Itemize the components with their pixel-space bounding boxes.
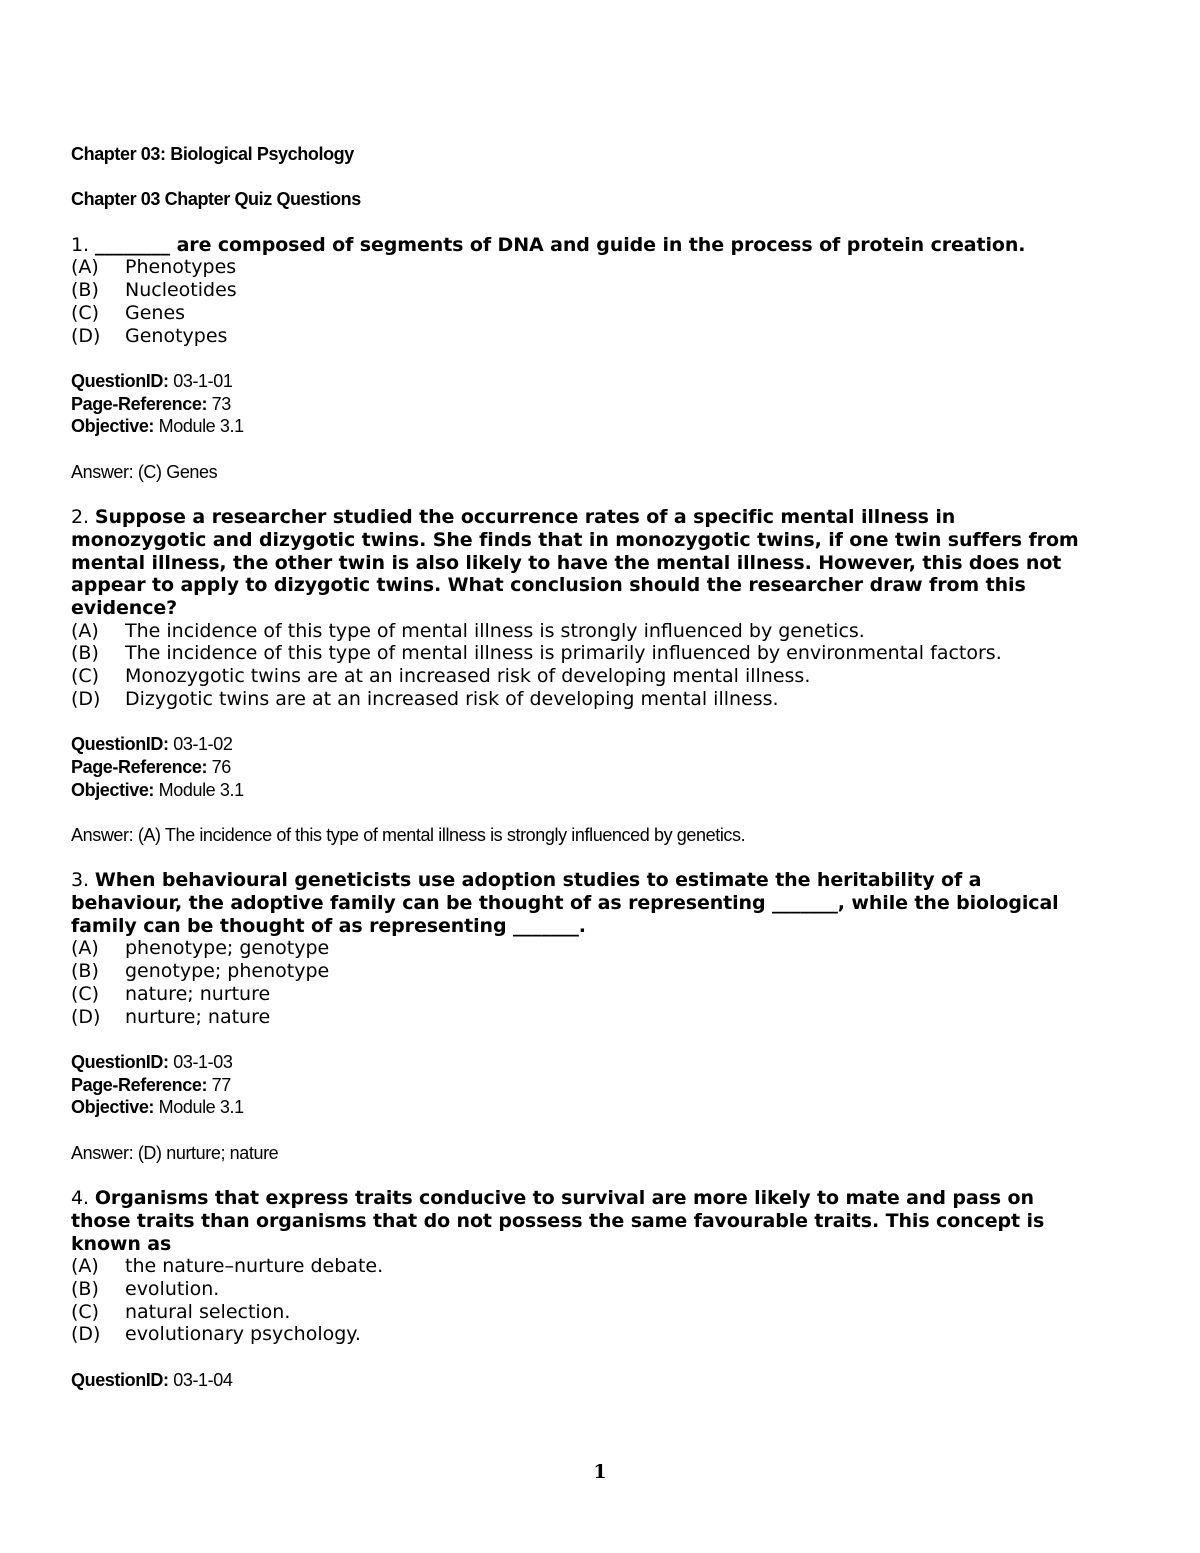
option-d: (D) Genotypes xyxy=(71,324,228,347)
option-a: (A) Phenotypes xyxy=(71,256,237,279)
question-number: 4. xyxy=(71,1187,95,1210)
option-b: (B) Nucleotides xyxy=(71,279,237,302)
option-d: (D) nurture; nature xyxy=(71,1005,271,1028)
option-d: (D) Dizygotic twins are at an increased risk of developing mental illness. xyxy=(71,687,779,710)
question-2 xyxy=(71,506,1131,869)
option-b: (B) genotype; phenotype xyxy=(71,960,330,983)
page-reference: Page-Reference: 76 xyxy=(71,756,231,777)
option-c: (C) natural selection. xyxy=(71,1300,291,1323)
answer: Answer: (A) The incidence of this type of mental illness is strongly influenced by genetics. xyxy=(71,824,746,845)
question-stem: 3. When behavioural geneticists use adoption studies to estimate the heritability of a behaviour, the adoptive family can be thought of as representing _______, while the biological family can be thought of as representing _______. xyxy=(71,869,1059,937)
question-number: 1. xyxy=(71,233,95,256)
option-b: (B) evolution. xyxy=(71,1277,220,1300)
question-id: QuestionID: 03-1-03 xyxy=(71,1051,233,1072)
page-number: 1 xyxy=(593,1461,607,1483)
question-number: 2. xyxy=(71,506,95,529)
question-stem: 4. Organisms that express traits conducive to survival are more likely to mate and pass on those traits than organisms that do not possess the same favourable traits. This concept is known as xyxy=(71,1187,1045,1255)
answer: Answer: (C) Genes xyxy=(71,461,218,482)
option-c: (C) Monozygotic twins are at an increased risk of developing mental illness. xyxy=(71,665,811,688)
question-number: 3. xyxy=(71,869,95,892)
question-id: QuestionID: 03-1-02 xyxy=(71,734,233,755)
option-c: (C) nature; nurture xyxy=(71,982,271,1005)
objective: Objective: Module 3.1 xyxy=(71,416,244,437)
question-3 xyxy=(71,869,1131,1187)
option-a: (A) The incidence of this type of mental illness is strongly influenced by genetics. xyxy=(71,619,865,642)
option-a: (A) phenotype; genotype xyxy=(71,937,330,960)
option-d: (D) evolutionary psychology. xyxy=(71,1323,361,1346)
section-title: Chapter 03 Chapter Quiz Questions xyxy=(71,189,361,210)
objective: Objective: Module 3.1 xyxy=(71,779,244,800)
answer: Answer: (D) nurture; nature xyxy=(71,1142,279,1163)
question-stem: 2. Suppose a researcher studied the occurrence rates of a specific mental illness in monozygotic and dizygotic twins. She finds that in monozygotic twins, if one twin suffers from mental illness, the other twin is also likely to have the mental illness. However, this does not appear to apply to dizygotic twins. What conclusion should the researcher draw from this evidence? xyxy=(71,506,1079,619)
page-reference: Page-Reference: 73 xyxy=(71,393,231,414)
option-b: (B) The incidence of this type of mental illness is primarily influenced by environmental factors. xyxy=(71,642,1002,665)
page-reference: Page-Reference: 77 xyxy=(71,1074,231,1095)
objective: Objective: Module 3.1 xyxy=(71,1097,244,1118)
option-a: (A) the nature–nurture debate. xyxy=(71,1255,384,1278)
question-id: QuestionID: 03-1-01 xyxy=(71,370,233,391)
stem-line: ________ are composed of segments of DNA and guide in the process of protein creation. xyxy=(94,233,1026,256)
question-4 xyxy=(71,1187,1131,1391)
option-c: (C) Genes xyxy=(71,301,186,324)
question-1 xyxy=(71,234,1131,506)
chapter-title: Chapter 03: Biological Psychology xyxy=(71,144,354,164)
document-page xyxy=(71,143,1131,1391)
question-stem xyxy=(71,234,1131,257)
question-id: QuestionID: 03-1-04 xyxy=(71,1369,233,1390)
